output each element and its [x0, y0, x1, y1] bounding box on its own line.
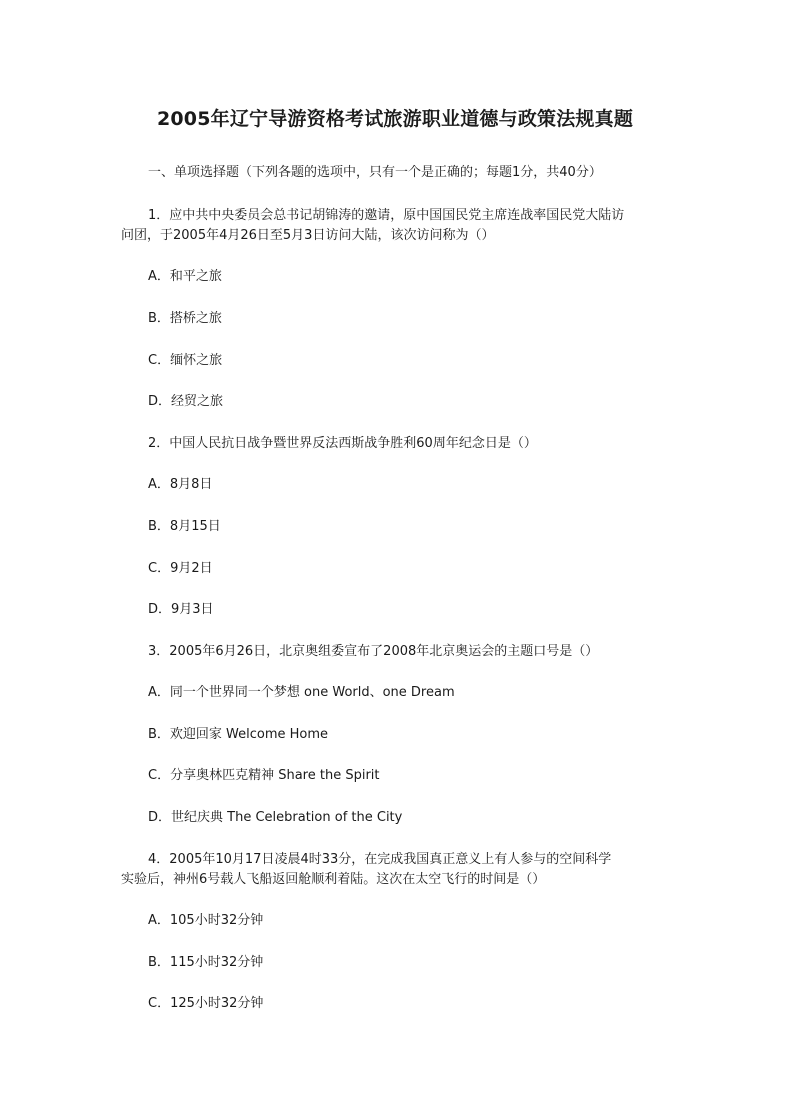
- question-1-stem-line1: 1．应中共中央委员会总书记胡锦涛的邀请，原中国国民党主席连战率国民党大陆访: [148, 208, 625, 223]
- question-2-option-c: C．9月2日: [148, 561, 213, 576]
- question-3-option-a: A．同一个世界同一个梦想 one World、one Dream: [148, 685, 455, 700]
- question-1-option-b: B．搭桥之旅: [148, 311, 222, 326]
- question-3-stem: 3．2005年6月26日，北京奥组委宣布了2008年北京奥运会的主题口号是（）: [148, 644, 599, 659]
- question-2-option-b: B．8月15日: [148, 519, 221, 534]
- question-1-option-d: D．经贸之旅: [148, 394, 224, 409]
- question-1-option-a: A．和平之旅: [148, 269, 222, 284]
- question-4-option-c: C．125小时32分钟: [148, 996, 264, 1011]
- question-4-stem-line1: 4．2005年10月17日凌晨4时33分，在完成我国真正意义上有人参与的空间科学: [148, 852, 612, 867]
- section-heading: 一、单项选择题（下列各题的选项中，只有一个是正确的；每题1分，共40分）: [148, 165, 602, 180]
- question-1-option-c: C．缅怀之旅: [148, 353, 223, 368]
- question-2-option-d: D．9月3日: [148, 602, 214, 617]
- question-2-option-a: A．8月8日: [148, 477, 213, 492]
- question-2-stem: 2．中国人民抗日战争暨世界反法西斯战争胜利60周年纪念日是（）: [148, 436, 537, 451]
- question-4-option-b: B．115小时32分钟: [148, 955, 264, 970]
- question-3-option-c: C．分享奥林匹克精神 Share the Spirit: [148, 768, 380, 783]
- question-4-stem-line2: 实验后，神州6号载人飞船返回舱顺利着陆。这次在太空飞行的时间是（）: [121, 872, 546, 887]
- document-title: 2005年辽宁导游资格考试旅游职业道德与政策法规真题: [156, 108, 634, 130]
- question-4-option-a: A．105小时32分钟: [148, 913, 264, 928]
- question-1-stem-line2: 问团，于2005年4月26日至5月3日访问大陆，该次访问称为（）: [121, 228, 495, 243]
- question-3-option-d: D．世纪庆典 The Celebration of the City: [148, 810, 403, 825]
- question-3-option-b: B．欢迎回家 Welcome Home: [148, 727, 329, 742]
